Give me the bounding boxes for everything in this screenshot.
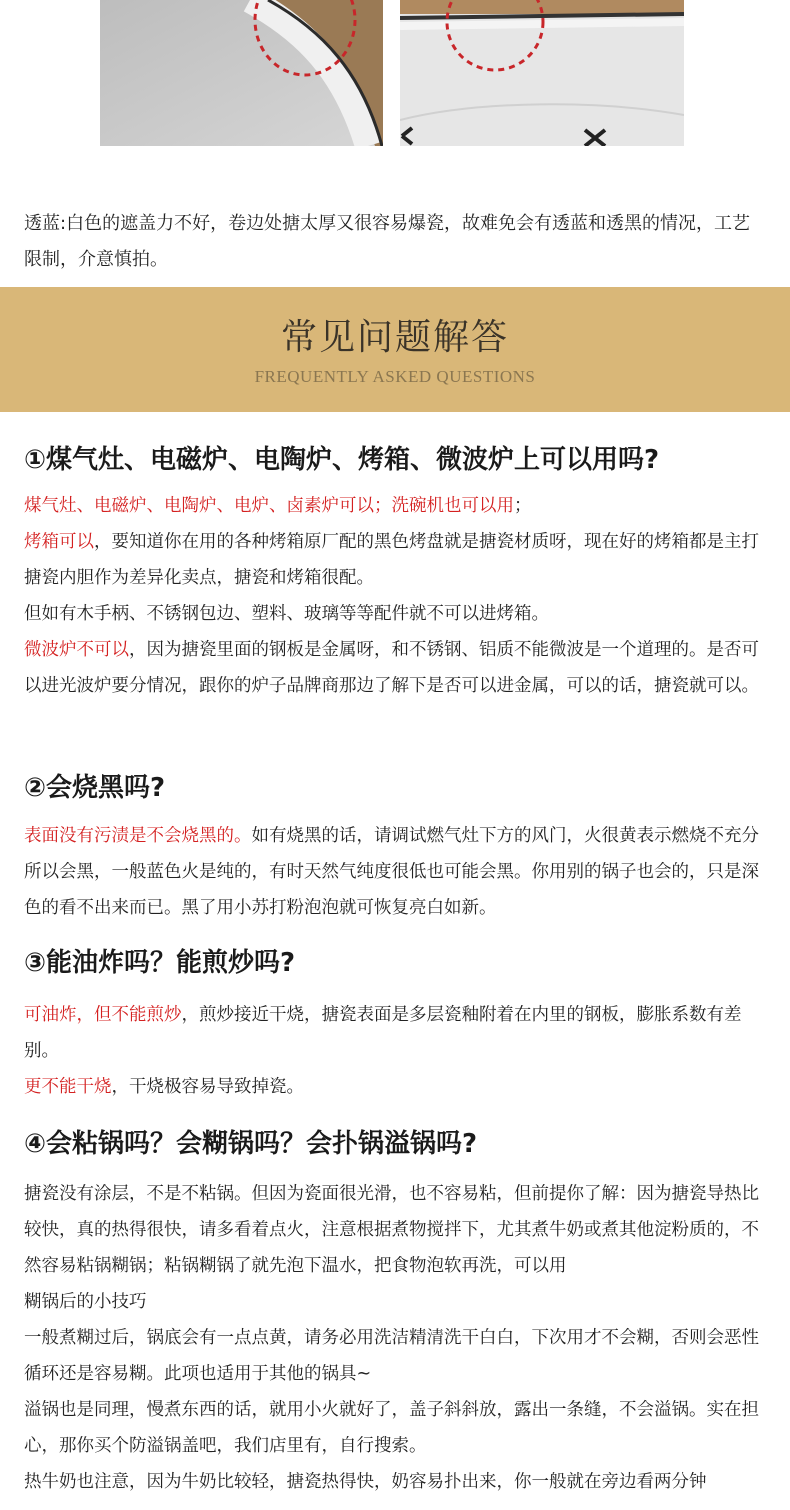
faq-answer-line — [24, 632, 772, 704]
answer-text: 热牛奶也注意，因为牛奶比较轻，搪瓷热得快，奶容易扑出来，你一般就在旁边看两分钟 — [24, 1472, 707, 1492]
enamel-rim-photo-right — [400, 0, 684, 146]
faq-item-1 — [24, 442, 772, 704]
product-photos — [0, 0, 790, 160]
answer-highlight: 煤气灶、电磁炉、电陶炉、电炉、卤素炉可以；洗碗机也可以用 — [24, 496, 514, 516]
faq-banner-subtitle: FREQUENTLY ASKED QUESTIONS — [254, 367, 536, 386]
answer-highlight: 更不能干烧 — [24, 1077, 112, 1097]
answer-text: 溢锅也是同理，慢煮东西的话，就用小火就好了，盖子斜斜放，露出一条缝，不会溢锅。实在担心，那你买个防溢锅盖吧，我们店里有，自行搜索。 — [24, 1400, 759, 1456]
answer-highlight: 可油炸，但不能煎炒 — [24, 1005, 182, 1025]
answer-text: 但如有木手柄、不锈钢包边、塑料、玻璃等等配件就不可以进烤箱。 — [24, 604, 549, 624]
enamel-rim-photo-left — [100, 0, 383, 146]
answer-highlight: 烤箱可以 — [24, 532, 94, 552]
answer-text: ，煎炒接近干烧，搪瓷表面是多层瓷釉附着在内里的钢板，膨胀系数有差别。 — [24, 1005, 742, 1061]
faq-answer-line — [24, 596, 772, 632]
faq-answer-line — [24, 1392, 772, 1464]
answer-text: 搪瓷没有涂层，不是不粘锅。但因为瓷面很光滑，也不容易粘，但前提你了解：因为搪瓷导热比较快，真的热得很快，请多看着点火，注意根据煮物搅拌下，尤其煮牛奶或煮其他淀粉质的，不然容易粘锅糊锅；粘锅糊锅了就先泡下温水，把食物泡软再洗，可以用 — [24, 1184, 759, 1276]
faq-answer-line — [24, 997, 772, 1069]
faq-answer-line — [24, 1069, 772, 1105]
faq-answer-line — [24, 488, 772, 524]
faq-item-2 — [24, 770, 772, 926]
faq-answer-line — [24, 1464, 772, 1500]
faq-answer-line — [24, 1320, 772, 1392]
answer-highlight: 微波炉不可以 — [24, 640, 129, 660]
faq-question: ②会烧黑吗? — [24, 773, 166, 803]
answer-text: ，要知道你在用的各种烤箱原厂配的黑色烤盘就是搪瓷材质呀，现在好的烤箱都是主打搪瓷内胆作为差异化卖点，搪瓷和烤箱很配。 — [24, 532, 759, 588]
faq-item-3 — [24, 945, 772, 1105]
answer-highlight: 表面没有污渍是不会烧黑的。 — [24, 826, 252, 846]
translucency-note: 透蓝:白色的遮盖力不好，卷边处搪太厚又很容易爆瓷，故难免会有透蓝和透黑的情况，工艺限制，介意慎拍。 — [24, 213, 751, 270]
answer-text: ； — [514, 496, 532, 516]
answer-text: ，干烧极容易导致掉瓷。 — [111, 1077, 304, 1097]
faq-question: ④会粘锅吗？会糊锅吗？会扑锅溢锅吗? — [24, 1129, 478, 1159]
answer-text: 一般煮糊过后，锅底会有一点点黄，请务必用洗洁精清洗干白白，下次用才不会糊，否则会恶性循环还是容易糊。此项也适用于其他的锅具~ — [24, 1328, 759, 1384]
faq-answer-line — [24, 1284, 772, 1320]
answer-text: ，因为搪瓷里面的钢板是金属呀，和不锈钢、铝质不能微波是一个道理的。是否可以进光波炉要分情况，跟你的炉子品牌商那边了解下是否可以进金属，可以的话，搪瓷就可以。 — [24, 640, 759, 696]
faq-item-4 — [24, 1126, 772, 1500]
faq-answer-line — [24, 1176, 772, 1284]
faq-question: ③能油炸吗？能煎炒吗? — [24, 948, 296, 978]
faq-banner — [0, 287, 790, 412]
faq-banner-title: 常见问题解答 — [280, 317, 509, 358]
faq-question: ①煤气灶、电磁炉、电陶炉、烤箱、微波炉上可以用吗? — [24, 445, 660, 475]
faq-answer-line — [24, 524, 772, 596]
answer-text: 如有烧黑的话，请调试燃气灶下方的风门，火很黄表示燃烧不充分所以会黑，一般蓝色火是纯的，有时天然气纯度很低也可能会黑。你用别的锅子也会的，只是深色的看不出来而已。黑了用小苏打粉泡泡就可恢复亮白如新。 — [24, 826, 759, 918]
answer-text: 糊锅后的小技巧 — [24, 1292, 147, 1312]
faq-answer-line — [24, 818, 772, 926]
